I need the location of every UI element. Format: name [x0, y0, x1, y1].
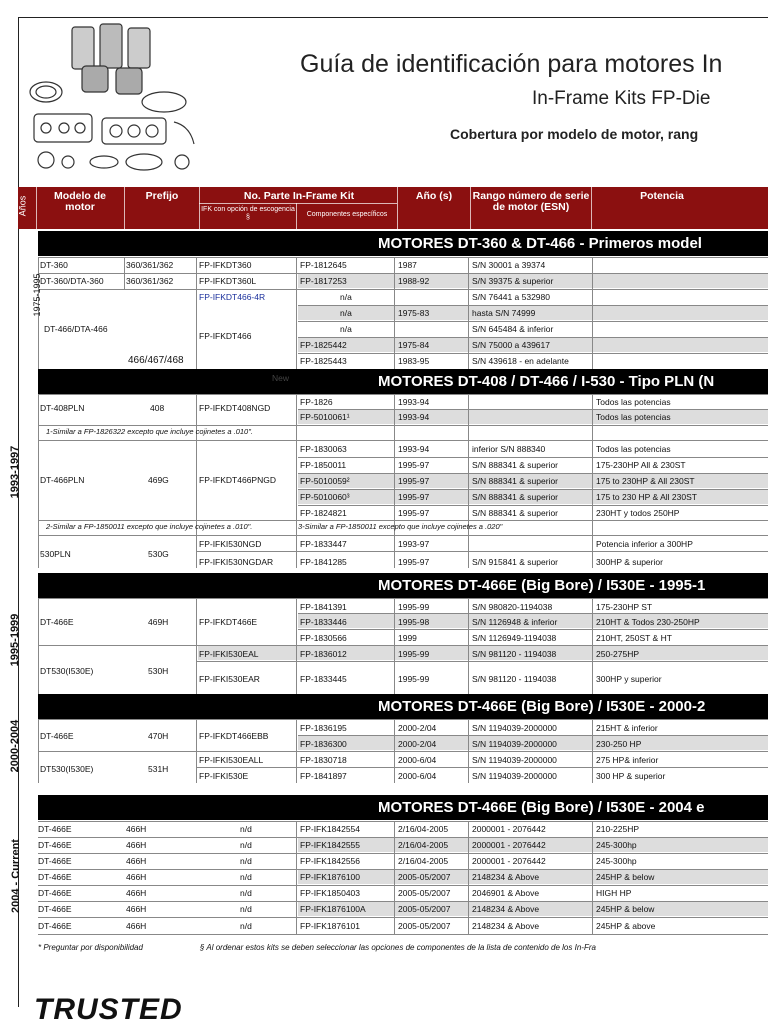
- cell-ifk: FP-IFKDT360: [199, 260, 252, 270]
- cell-ifk: FP-IFKI530E: [199, 771, 249, 781]
- cell-rango: 2148234 & Above: [472, 921, 540, 931]
- cell-prefijo: 466H: [126, 872, 147, 882]
- cell-prefijo: 408: [150, 403, 165, 413]
- cell-rango: S/N 1194039-2000000: [472, 755, 557, 765]
- cell-ifk: n/d: [240, 856, 252, 866]
- cell-prefijo: 470H: [148, 731, 169, 741]
- cell-componente: FP-1836012: [300, 649, 347, 659]
- table-header: [18, 187, 768, 229]
- cell-prefijo: 466H: [126, 840, 147, 850]
- cell-rango: S/N 980820-1194038: [472, 602, 553, 612]
- cell-componente: FP-1841897: [300, 771, 347, 781]
- page-subtitle: In-Frame Kits FP-Die: [532, 88, 711, 109]
- col-header-noparte: No. Parte In-Frame Kit: [243, 190, 355, 202]
- cell-componente: FP-1817253: [300, 276, 347, 286]
- cell-ano: 1993-97: [398, 539, 430, 549]
- cell-componente: FP-1825442: [300, 340, 347, 350]
- cell-potencia: 275 HP& inferior: [596, 755, 659, 765]
- cell-ifk: FP-IFKDT466E: [199, 617, 258, 627]
- cell-modelo: DT-466E: [38, 904, 72, 914]
- cell-ano: 1995-97: [398, 492, 430, 502]
- cell-ano: 2005-05/2007: [398, 904, 451, 914]
- cell-ano: 1993-94: [398, 397, 430, 407]
- cell-rango: S/N 1194039-2000000: [472, 739, 557, 749]
- cell-ano: 2005-05/2007: [398, 872, 451, 882]
- cell-componente: FP-1850011: [300, 460, 347, 470]
- cell-rango: S/N 39375 & superior: [472, 276, 554, 286]
- cell-modelo: DT-466E: [38, 840, 72, 850]
- cell-ano: 2000-2/04: [398, 723, 437, 733]
- cell-componente: FP-1825443: [300, 356, 347, 366]
- cell-rango: S/N 1194039-2000000: [472, 771, 557, 781]
- col-header-anos: Años: [17, 195, 28, 217]
- cell-ano: 1999: [398, 633, 417, 643]
- cell-componente: FP-5010059²: [300, 476, 350, 486]
- section-header-2: MOTORES DT-408 / DT-466 / I-530 - Tipo PLN (N: [38, 369, 768, 394]
- cell-componente: FP-IFK1876100A: [300, 904, 366, 914]
- cell-modelo: DT-360/DTA-360: [40, 276, 104, 286]
- cell-rango: S/N 439618 - en adelante: [472, 356, 569, 366]
- footer-note-availability: * Preguntar por disponibilidad: [38, 943, 143, 952]
- engine-parts-image: [24, 22, 204, 177]
- cell-potencia: 245-300hp: [596, 856, 637, 866]
- col-header-ano: Año (s): [415, 190, 453, 202]
- cell-ifk: FP-IFKDT360L: [199, 276, 257, 286]
- cell-ano: 2000-6/04: [398, 755, 437, 765]
- cell-rango: S/N 1126949-1194038: [472, 633, 557, 643]
- cell-ano: 1983-95: [398, 356, 430, 366]
- cell-ifk: FP-IFKI530NGDAR: [199, 557, 274, 567]
- cell-ano: 1995-97: [398, 508, 430, 518]
- footnote-3: 3-Similar a FP-1850011 excepto que incluye cojinetes a .020": [298, 522, 503, 531]
- cell-modelo: DT-466E: [38, 888, 72, 898]
- cell-potencia: 245-300hp: [596, 840, 637, 850]
- cell-ifk: FP-IFKI530EALL: [199, 755, 264, 765]
- cell-potencia: 210HT, 250ST & HT: [596, 633, 672, 643]
- col-header-modelo: Modelo de motor: [54, 190, 106, 213]
- cell-componente: FP-1833446: [300, 617, 347, 627]
- col-header-rango: Rango número de serie de motor (ESN): [472, 190, 590, 213]
- cell-componente: FP-IFK1842555: [300, 840, 361, 850]
- cell-ano: 1987: [398, 260, 417, 270]
- cell-ano: 1993-94: [398, 412, 430, 422]
- section-header-5: MOTORES DT-466E (Big Bore) / I530E - 2004 e: [38, 795, 768, 820]
- cell-ifk: FP-IFKDT466PNGD: [199, 475, 276, 485]
- cell-modelo: DT-360: [40, 260, 68, 270]
- cell-rango: S/N 915841 & superior: [472, 557, 558, 567]
- cell-potencia: 300HP y superior: [596, 674, 662, 684]
- cell-ano: 1995-99: [398, 649, 430, 659]
- cell-componente: FP-5010060³: [300, 492, 350, 502]
- cell-modelo: DT-466E: [38, 824, 72, 834]
- section-header-4: MOTORES DT-466E (Big Bore) / I530E - 2000-2: [38, 694, 768, 719]
- cell-prefijo: 466H: [126, 888, 147, 898]
- cell-potencia: Todos las potencias: [596, 412, 671, 422]
- cell-modelo: 530PLN: [40, 549, 71, 559]
- cell-prefijo: 360/361/362: [126, 260, 174, 270]
- year-group-1: 1975-1995: [32, 273, 42, 317]
- new-label: New: [272, 373, 290, 383]
- cell-rango: S/N 888341 & superior: [472, 460, 558, 470]
- cell-ano: 1995-97: [398, 476, 430, 486]
- year-group-3: 1995-1999: [9, 613, 21, 667]
- cell-rango: 2000001 - 2076442: [472, 840, 546, 850]
- cell-ano: 1993-94: [398, 444, 430, 454]
- cell-potencia: Potencia inferior a 300HP: [596, 539, 693, 549]
- cell-componente: FP-1833447: [300, 539, 347, 549]
- cell-prefijo: 466H: [126, 824, 147, 834]
- col-header-componentes: Componentes específicos: [306, 211, 388, 218]
- brand-logo-text: TRUSTED: [34, 993, 183, 1024]
- cell-componente: FP-1841285: [300, 557, 347, 567]
- cell-rango: inferior S/N 888340: [472, 444, 546, 454]
- section-header-1: MOTORES DT-360 & DT-466 - Primeros model: [38, 231, 768, 256]
- cell-prefijo: 466H: [126, 921, 147, 931]
- cell-componente: FP-5010061¹: [300, 412, 350, 422]
- col-header-potencia: Potencia: [640, 190, 684, 202]
- cell-potencia: 250-275HP: [596, 649, 640, 659]
- cell-ifk: FP-IFKDT466: [199, 331, 252, 341]
- cell-componente: FP-1824821: [300, 508, 347, 518]
- cell-componente: FP-1812645: [300, 260, 347, 270]
- cell-ifk: FP-IFKI530NGD: [199, 539, 262, 549]
- cell-rango: S/N 888341 & superior: [472, 476, 558, 486]
- cell-componente: FP-1830063: [300, 444, 347, 454]
- cell-componente: FP-1836300: [300, 739, 347, 749]
- year-group-5: 2004 - Current: [10, 839, 22, 913]
- cell-rango: S/N 76441 a 532980: [472, 292, 550, 302]
- cell-rango: S/N 888341 & superior: [472, 492, 558, 502]
- cell-rango: hasta S/N 74999: [472, 308, 536, 318]
- cell-ifk: n/d: [240, 888, 252, 898]
- cell-ano: 1995-99: [398, 602, 430, 612]
- cell-potencia: Todos las potencias: [596, 444, 671, 454]
- cell-rango: S/N 645484 & inferior: [472, 324, 554, 334]
- cell-potencia: HIGH HP: [596, 888, 632, 898]
- col-header-prefijo: Prefijo: [145, 190, 179, 202]
- cell-componente: FP-1841391: [300, 602, 347, 612]
- cell-componente: FP-1830718: [300, 755, 347, 765]
- cell-ifk: n/d: [240, 921, 252, 931]
- cell-prefijo: 469H: [148, 617, 169, 627]
- cell-rango: S/N 1194039-2000000: [472, 723, 557, 733]
- cell-ano: 1995-98: [398, 617, 430, 627]
- cell-modelo: DT530(I530E): [40, 666, 94, 676]
- cell-componente: FP-1826: [300, 397, 333, 407]
- cell-rango: S/N 888341 & superior: [472, 508, 558, 518]
- cell-potencia: 175 to 230HP & All 230ST: [596, 476, 695, 486]
- cell-potencia: 175 to 230 HP & All 230ST: [596, 492, 697, 502]
- cell-componente: FP-IFK1842556: [300, 856, 361, 866]
- cell-ano: 2/16/04-2005: [398, 824, 449, 834]
- cell-potencia: 245HP & below: [596, 872, 655, 882]
- cell-ifk: FP-IFKI530EAR: [199, 674, 260, 684]
- cell-potencia: 230HT y todos 250HP: [596, 508, 680, 518]
- cell-ano: 2005-05/2007: [398, 921, 451, 931]
- cell-componente: FP-IFK1876101: [300, 921, 361, 931]
- cell-potencia: 300 HP & superior: [596, 771, 666, 781]
- cell-componente: FP-IFK1876100: [300, 872, 361, 882]
- cell-componente: n/a: [340, 292, 352, 302]
- cell-rango: S/N 30001 a 39374: [472, 260, 546, 270]
- cell-prefijo: 360/361/362: [126, 276, 174, 286]
- cell-ifk: n/d: [240, 824, 252, 834]
- cell-componente: n/a: [340, 308, 352, 318]
- cell-ano: 1995-97: [398, 557, 430, 567]
- cell-ano: 1995-97: [398, 460, 430, 470]
- footnote-2: 2-Similar a FP-1850011 excepto que incluye cojinetes a .010".: [46, 522, 253, 531]
- page-title: Guía de identificación para motores In: [300, 50, 723, 78]
- cell-prefijo: 466/467/468: [128, 355, 184, 366]
- cell-potencia: 245HP & above: [596, 921, 656, 931]
- cell-ifk: n/d: [240, 872, 252, 882]
- coverage-heading: Cobertura por modelo de motor, rang: [450, 126, 699, 142]
- cell-componente: FP-1836195: [300, 723, 347, 733]
- cell-modelo: DT-466E: [38, 921, 72, 931]
- cell-modelo: DT-466E: [38, 856, 72, 866]
- cell-modelo: DT-466PLN: [40, 475, 85, 485]
- cell-prefijo: 469G: [148, 475, 169, 485]
- cell-ano: 2005-05/2007: [398, 888, 451, 898]
- cell-modelo: DT-466E: [40, 731, 74, 741]
- cell-ifk: FP-IFKI530EAL: [199, 649, 259, 659]
- cell-rango: 2148234 & Above: [472, 872, 540, 882]
- frame-border-top: [18, 17, 768, 18]
- cell-ano: 1975-83: [398, 308, 430, 318]
- footnote-1: 1-Similar a FP-1826322 excepto que incluye cojinetes a .010".: [46, 427, 253, 436]
- cell-prefijo: 530G: [148, 549, 169, 559]
- cell-potencia: 210HT & Todos 230-250HP: [596, 617, 700, 627]
- cell-ifk: FP-IFKDT408NGD: [199, 403, 271, 413]
- cell-rango: 2148234 & Above: [472, 904, 540, 914]
- cell-potencia: 215HT & inferior: [596, 723, 658, 733]
- cell-rango: 2000001 - 2076442: [472, 856, 546, 866]
- cell-ifk: n/d: [240, 904, 252, 914]
- cell-rango: S/N 75000 a 439617: [472, 340, 550, 350]
- cell-modelo: DT-408PLN: [40, 403, 85, 413]
- cell-potencia: 300HP & superior: [596, 557, 663, 567]
- cell-componente: FP-IFK1850403: [300, 888, 361, 898]
- cell-modelo: DT530(I530E): [40, 764, 94, 774]
- cell-ifk-link[interactable]: FP-IFKDT466-4R: [199, 292, 266, 302]
- cell-componente: FP-1833445: [300, 674, 347, 684]
- cell-ano: 2000-6/04: [398, 771, 437, 781]
- cell-ifk: FP-IFKDT466EBB: [199, 731, 269, 741]
- cell-potencia: 175-230HP All & 230ST: [596, 460, 686, 470]
- cell-prefijo: 466H: [126, 904, 147, 914]
- cell-ano: 1995-99: [398, 674, 430, 684]
- cell-rango: S/N 981120 - 1194038: [472, 674, 557, 684]
- cell-modelo: DT-466/DTA-466: [44, 324, 108, 334]
- cell-rango: S/N 1126948 & inferior: [472, 617, 558, 627]
- cell-prefijo: 530H: [148, 666, 169, 676]
- cell-potencia: 245HP & below: [596, 904, 655, 914]
- cell-potencia: Todos las potencias: [596, 397, 671, 407]
- cell-ano: 1988-92: [398, 276, 430, 286]
- cell-componente: n/a: [340, 324, 352, 334]
- cell-potencia: 175-230HP ST: [596, 602, 653, 612]
- cell-rango: 2046901 & Above: [472, 888, 540, 898]
- cell-rango: 2000001 - 2076442: [472, 824, 546, 834]
- cell-ano: 1975-84: [398, 340, 430, 350]
- cell-modelo: DT-466E: [40, 617, 74, 627]
- section-header-3: MOTORES DT-466E (Big Bore) / I530E - 1995-1: [38, 573, 768, 598]
- cell-ano: 2/16/04-2005: [398, 840, 449, 850]
- footer-note-options: § Al ordenar estos kits se deben seleccionar las opciones de componentes de la lista de contenido de los In-Fra: [200, 943, 596, 952]
- cell-componente: FP-1830566: [300, 633, 347, 643]
- cell-ano: 2/16/04-2005: [398, 856, 449, 866]
- cell-ano: 2000-2/04: [398, 739, 437, 749]
- cell-potencia: 230-250 HP: [596, 739, 642, 749]
- cell-rango: S/N 981120 - 1194038: [472, 649, 557, 659]
- cell-prefijo: 466H: [126, 856, 147, 866]
- year-group-2: 1993-1997: [9, 445, 21, 499]
- cell-modelo: DT-466E: [38, 872, 72, 882]
- cell-componente: FP-IFK1842554: [300, 824, 361, 834]
- year-group-4: 2000-2004: [9, 719, 21, 773]
- cell-ifk: n/d: [240, 840, 252, 850]
- cell-prefijo: 531H: [148, 764, 169, 774]
- col-header-ifk: IFK con opción de escogencia §: [201, 206, 295, 221]
- cell-potencia: 210-225HP: [596, 824, 640, 834]
